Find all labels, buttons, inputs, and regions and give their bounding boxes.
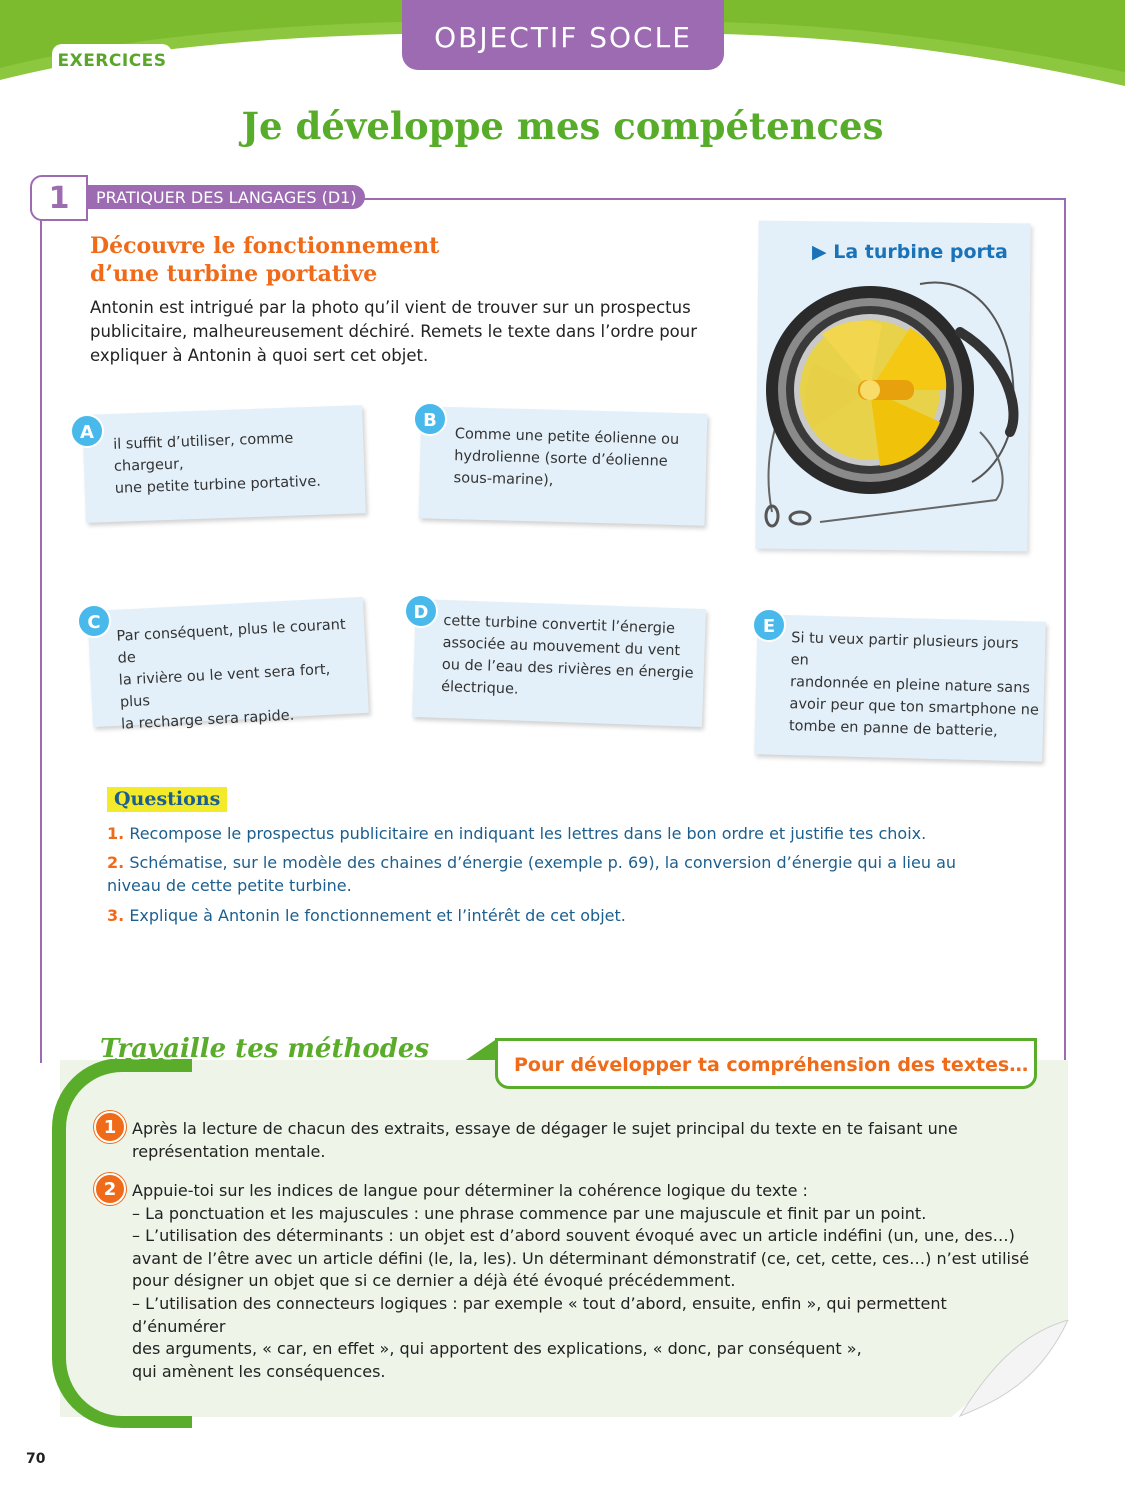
heading-line-2: d’une turbine portative	[90, 261, 378, 287]
methods-title: Travaille tes méthodes	[100, 1034, 430, 1064]
fragment-badge-c: C	[77, 604, 111, 638]
page-number: 70	[26, 1451, 46, 1467]
methods-subtitle: Pour développer ta compréhension des textes…	[495, 1038, 1037, 1089]
step-line: pour désigner un objet que si ce dernier a déjà été évoqué précédemment.	[132, 1271, 736, 1291]
methods-flag	[466, 1038, 498, 1060]
fragment-text: cette turbine convertit l’énergie	[443, 612, 676, 638]
photo-caption-text: La turbine porta	[833, 241, 1008, 263]
fragment-note-e	[754, 614, 1046, 761]
fragment-text: ou de l’eau des rivières en énergie	[441, 656, 694, 682]
exercise-intro: Antonin est intrigué par la photo qu’il vient de trouver sur un prospectus publicitaire, malheureusement déchiré. Remets le texte dans l’ordre pour expliquer à Antonin à quoi sert cet objet.	[90, 298, 698, 365]
question-number: 2.	[107, 853, 125, 872]
step-line: des arguments, « car, en effet », qui apportent des explications, « donc, par conséquent »,	[132, 1339, 862, 1359]
fragment-badge-a: A	[70, 414, 104, 448]
step-2-text	[132, 1180, 1032, 1383]
question-text: Explique à Antonin le fonctionnement et l’intérêt de cet objet.	[129, 906, 626, 925]
question-1	[107, 822, 987, 845]
step-badge-2: 2	[94, 1173, 126, 1205]
fragment-badge-d: D	[404, 594, 438, 628]
step-line: – L’utilisation des connecteurs logiques : par exemple « tout d’abord, ensuite, enfin », qui permettent d’énumérer	[132, 1293, 947, 1336]
heading-line-1: Découvre le fonctionnement	[90, 233, 440, 259]
objective-tab: OBJECTIF SOCLE	[402, 0, 724, 70]
section-tab: EXERCICES	[52, 44, 172, 76]
step-line: Après la lecture de chacun des extraits, essaye de dégager le sujet principal du texte en te faisant une	[132, 1119, 958, 1138]
question-number: 1.	[107, 824, 125, 843]
questions-label: Questions	[107, 787, 227, 812]
step-line: – La ponctuation et les majuscules : une phrase commence par une majuscule et finit par un point.	[132, 1203, 927, 1223]
step-line: qui amènent les conséquences.	[132, 1361, 386, 1381]
fragment-text: associée au mouvement du vent	[442, 634, 681, 660]
fragment-badge-e: E	[752, 608, 786, 642]
fragment-note-d	[412, 599, 706, 727]
fragment-text: Si tu veux partir plusieurs jours en	[790, 630, 1019, 669]
fragment-text: avoir peur que ton smartphone ne	[789, 696, 1040, 719]
fragment-text: tombe en panne de batterie,	[788, 718, 998, 740]
step-line: – L’utilisation des déterminants : un objet est d’abord souvent évoqué avec un article indéfini (un, une, des…)	[132, 1226, 1015, 1246]
exercise-number: 1	[30, 175, 88, 221]
step-1-text	[132, 1118, 1032, 1163]
fragment-note-a	[82, 405, 366, 523]
step-line: Appuie-toi sur les indices de langue pour déterminer la cohérence logique du texte :	[132, 1181, 808, 1200]
question-text: Schématise, sur le modèle des chaines d’énergie (exemple p. 69), la conversion d’énergie qui a lieu au niveau de cette petite turbine.	[107, 853, 957, 895]
fragment-text: randonnée en pleine nature sans	[789, 674, 1031, 697]
question-text: Recompose le prospectus publicitaire en indiquant les lettres dans le bon ordre et justifie tes choix.	[129, 824, 927, 843]
fragment-badge-b: B	[413, 402, 447, 436]
fragment-text: Par conséquent, plus le courant de	[116, 616, 347, 667]
question-3	[107, 904, 987, 927]
step-line: représentation mentale.	[132, 1141, 326, 1161]
fragment-text: la rivière ou le vent sera fort, plus	[118, 661, 331, 711]
page-title: Je développe mes compétences	[241, 104, 884, 148]
fragment-text: il suffit d’utiliser, comme chargeur,	[112, 430, 294, 475]
page-curl-decoration	[950, 1320, 1070, 1420]
step-badge-1: 1	[94, 1111, 126, 1143]
exercise-heading	[90, 232, 550, 288]
question-2	[107, 851, 957, 897]
photo-caption: ▶ La turbine porta	[812, 241, 1008, 263]
competence-label: PRATIQUER DES LANGAGES (D1)	[86, 185, 365, 209]
fragment-text: sous-marine),	[453, 470, 554, 489]
fragment-text: la recharge sera rapide.	[120, 707, 295, 733]
question-number: 3.	[107, 906, 125, 925]
fragment-text: hydrolienne (sorte d’éolienne	[454, 448, 668, 470]
step-line: avant de l’être avec un article défini (le, la, les). Un déterminant démonstratif (ce, cet, cette, ces…) n’est utilisé	[132, 1248, 1030, 1268]
fragment-text: une petite turbine portative.	[114, 473, 322, 497]
fragment-text: électrique.	[440, 678, 519, 698]
fragment-note-b	[419, 406, 708, 525]
fragment-text: Comme une petite éolienne ou	[454, 426, 680, 449]
fragment-note-c	[87, 597, 369, 733]
turbine-illustration	[760, 272, 1028, 534]
